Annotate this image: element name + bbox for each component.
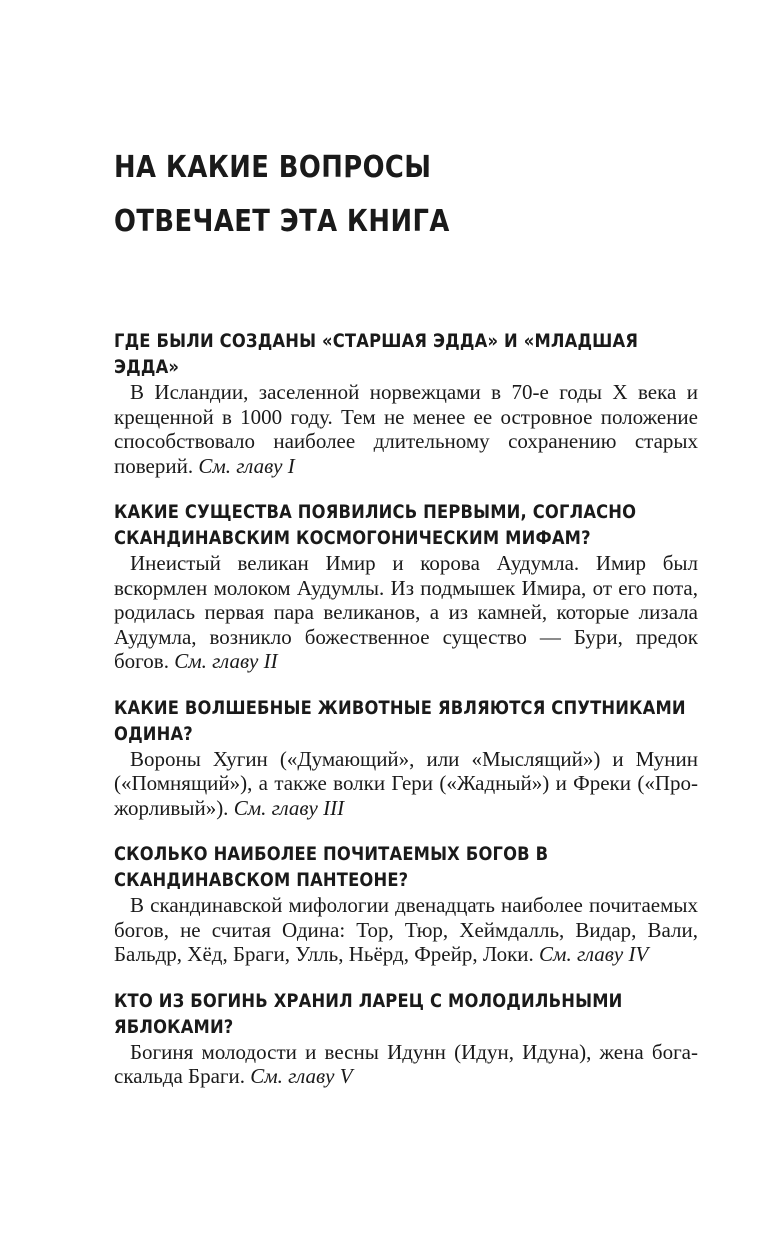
answer-text <box>114 747 698 821</box>
page-title <box>114 141 616 249</box>
qa-list <box>114 328 698 1110</box>
answer-body: В Исландии, заселенной норвежцами в 70-е годы X века и крещенной в 1000 году. Тем не менее ее островное положение способствовало наиболее длительному сохранению старых поверий. <box>114 380 698 478</box>
qa-item <box>114 988 698 1089</box>
answer-body: В скандинавской мифологии двенадцать наиболее почитаемых богов, не считая Одина: Тор, Тюр, Хеймдалль, Видар, Вали, Бальдр, Хёд, Браги, Улль, Ньёрд, Фрейр, Локи. <box>114 893 698 966</box>
chapter-reference: См. главу V <box>250 1064 353 1088</box>
answer-body: Богиня молодости и весны Идунн (Идун, Идуна), жена бога-скальда Браги. <box>114 1039 698 1088</box>
question-heading: ГДЕ БЫЛИ СОЗДАНЫ «СТАРШАЯ ЭДДА» И «МЛАДШАЯ ЭДДА» <box>114 330 639 378</box>
answer-text <box>114 551 698 674</box>
chapter-reference: См. главу I <box>198 453 295 478</box>
question-heading: КАКИЕ ВОЛШЕБНЫЕ ЖИВОТНЫЕ ЯВЛЯЮТСЯ СПУТНИКАМИ ОДИНА? <box>114 696 686 745</box>
chapter-reference: См. главу IV <box>539 942 649 966</box>
answer-body: Вороны Хугин («Думающий», или «Мыслящий») и Мунин («Помнящий»), а также волки Гери («Жадный») и Фреки («Прожорливый»). <box>114 746 698 820</box>
question-heading: СКОЛЬКО НАИБОЛЕЕ ПОЧИТАЕМЫХ БОГОВ В СКАНДИНАВСКОМ ПАНТЕОНЕ? <box>114 843 549 891</box>
qa-item <box>114 695 698 821</box>
chapter-reference: См. главу III <box>233 795 345 820</box>
page-title-line-2: ОТВЕЧАЕТ ЭТА КНИГА <box>114 204 450 239</box>
answer-text <box>114 380 698 478</box>
qa-item <box>114 328 698 478</box>
chapter-reference: См. главу II <box>174 649 278 673</box>
qa-item <box>114 499 698 674</box>
answer-text <box>114 1040 698 1089</box>
page-title-line-1: НА КАКИЕ ВОПРОСЫ <box>114 150 432 185</box>
question-heading: КАКИЕ СУЩЕСТВА ПОЯВИЛИСЬ ПЕРВЫМИ, СОГЛАСНО СКАНДИНАВСКИМ КОСМОГОНИЧЕСКИМ МИФАМ? <box>114 501 637 549</box>
question-heading: КТО ИЗ БОГИНЬ ХРАНИЛ ЛАРЕЦ С МОЛОДИЛЬНЫМИ ЯБЛОКАМИ? <box>114 989 623 1038</box>
answer-body: Инеистый великан Имир и корова Аудумла. Имир был вскормлен молоком Аудумлы. Из подмышек Имира, от его пота, родилась первая пара великанов, а из камней, которые лизала Аудумла, возникло божественное существо — Бури, предок богов. <box>114 551 698 673</box>
answer-text <box>114 893 698 967</box>
qa-item <box>114 841 698 967</box>
